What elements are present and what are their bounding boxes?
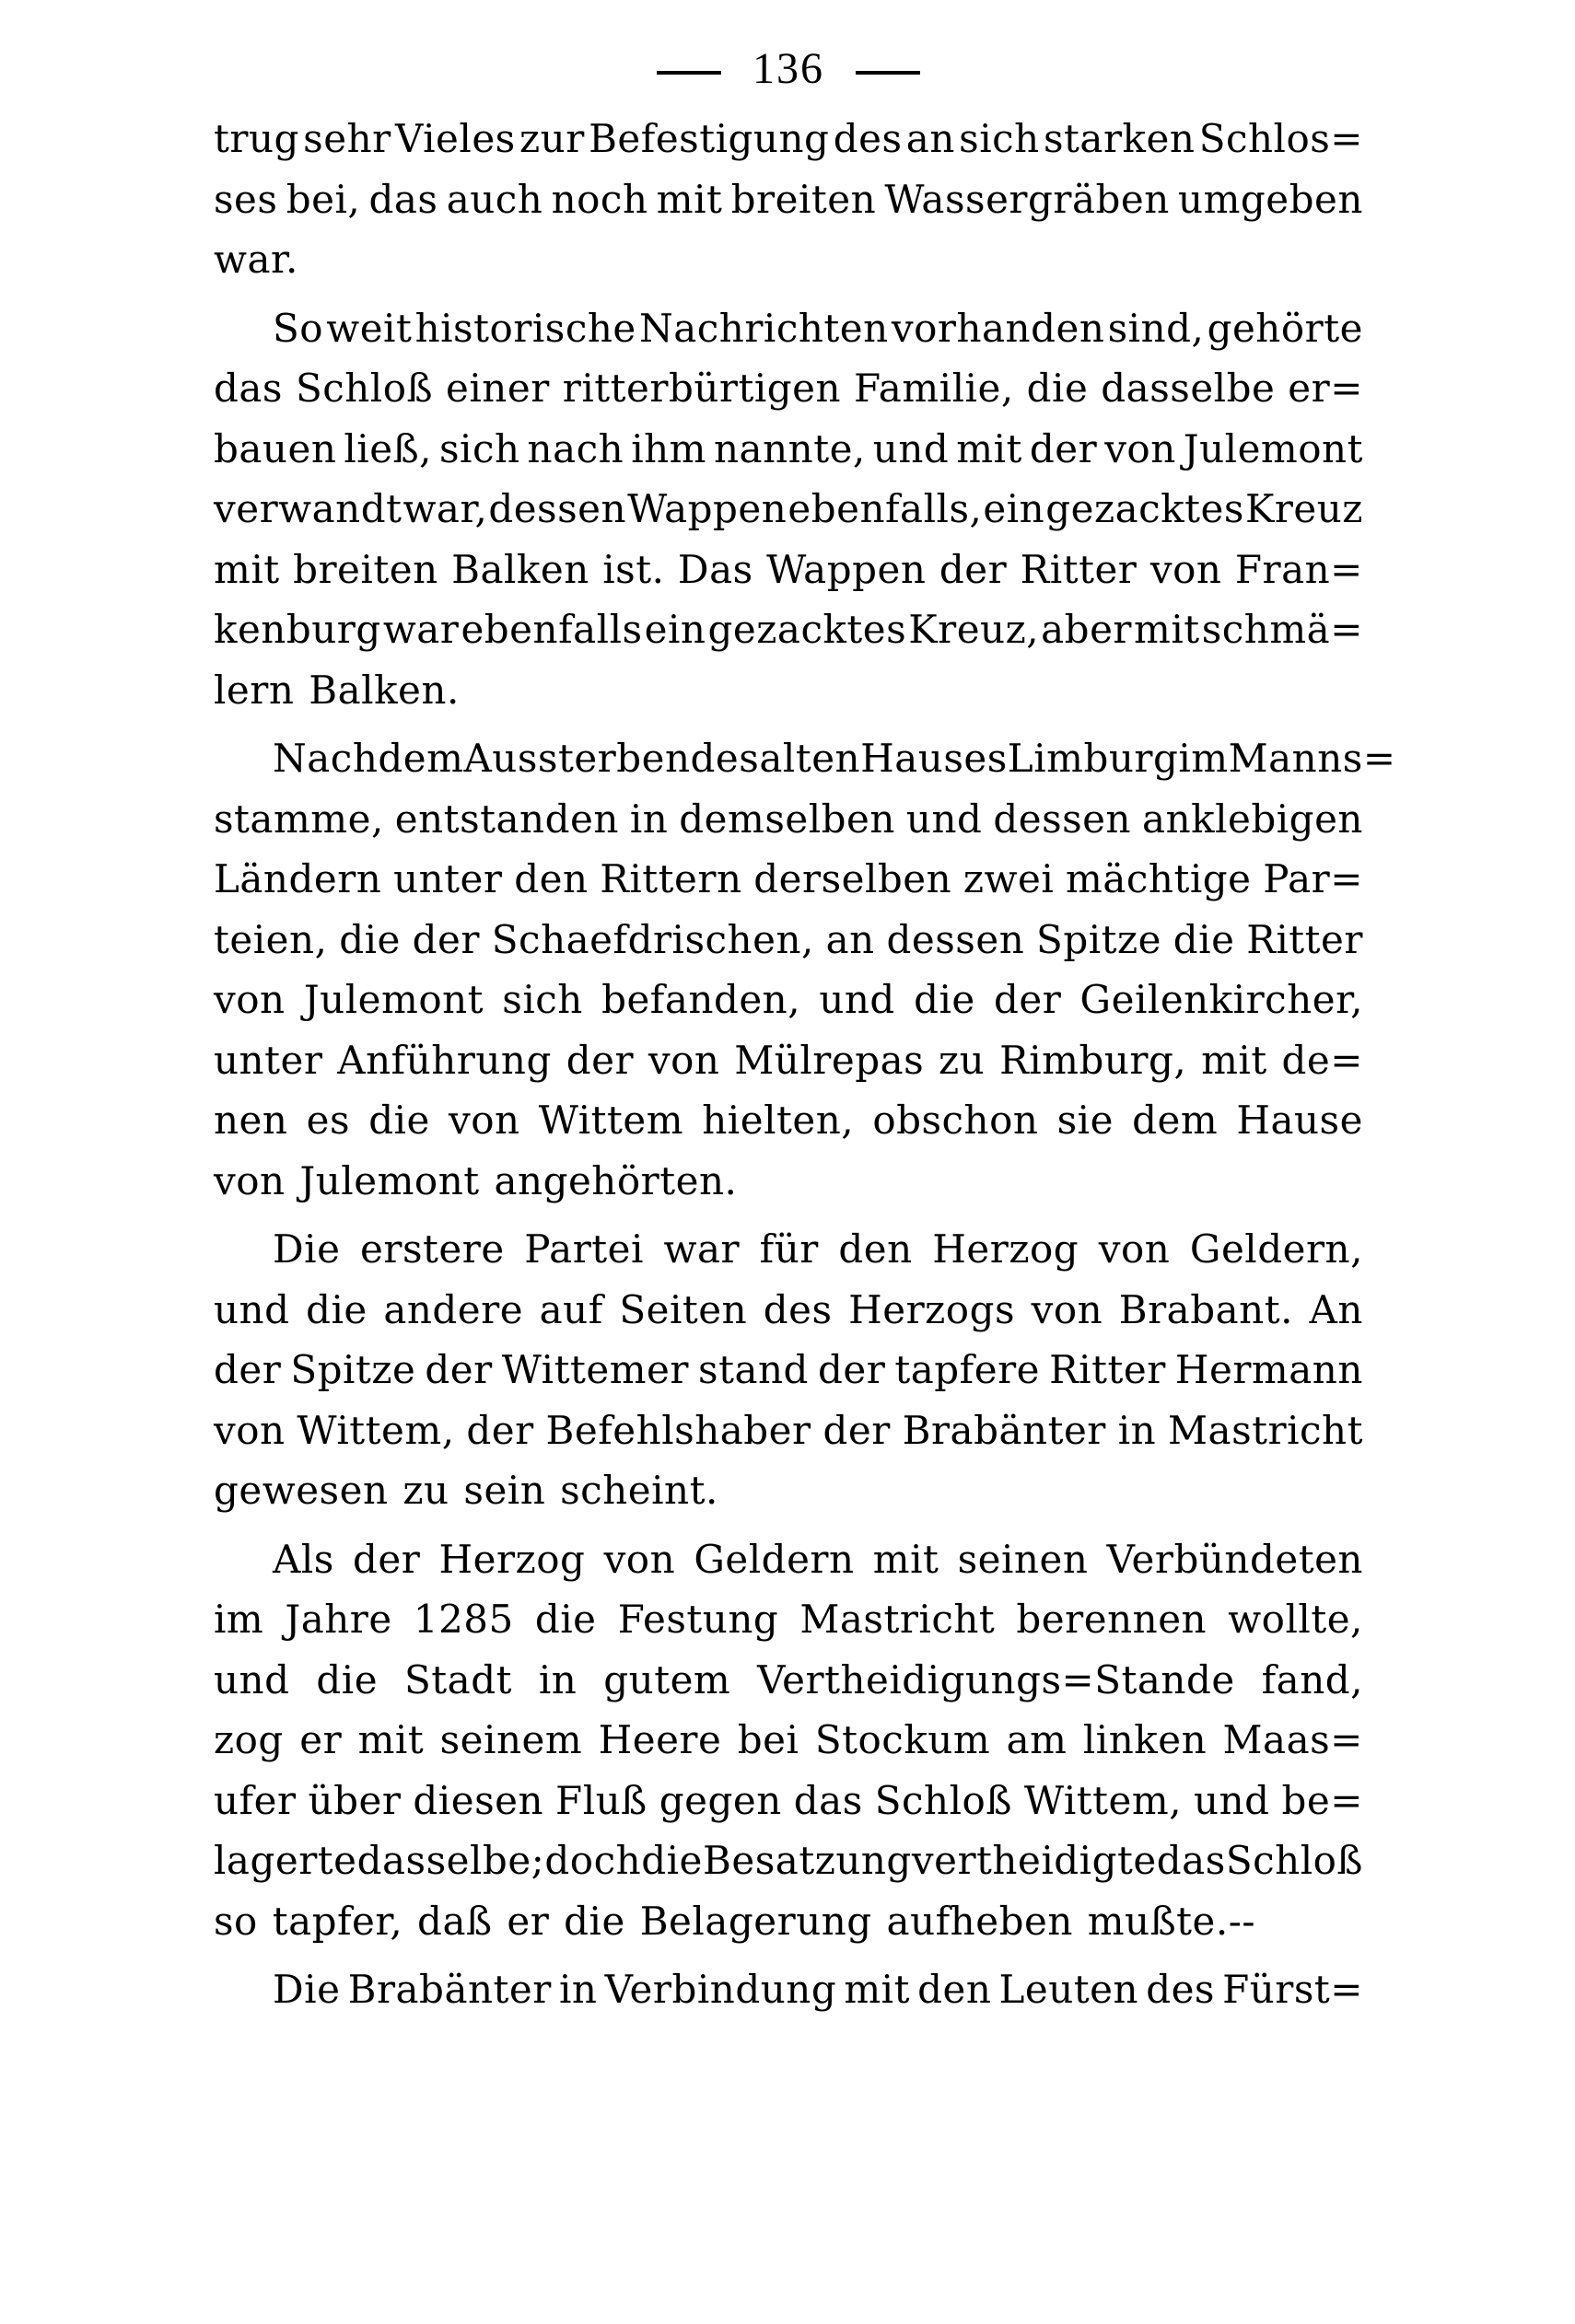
text-line: Die erstere Partei war für den Herzog von Geldern, xyxy=(273,1226,1363,1272)
text-line: So weit historische Nachrichten vorhanden sind, gehörte xyxy=(273,305,1363,351)
text-line: und die Stadt in gutem Vertheidigungs=Stande fand, xyxy=(214,1656,1363,1702)
text-line: und die andere auf Seiten des Herzogs von Brabant. An xyxy=(214,1286,1363,1332)
page-header xyxy=(214,37,1363,101)
text-line: Als der Herzog von Geldern mit seinen Verbündeten xyxy=(273,1536,1363,1582)
text-line: von Julemont sich befanden, und die der Geilenkircher, xyxy=(214,977,1363,1022)
book-page xyxy=(214,37,1396,2028)
page-number-dash-right xyxy=(856,71,920,75)
text-line: nen es die von Wittem hielten, obschon sie dem Hause xyxy=(214,1098,1363,1143)
text-line: von Wittem, der Befehlshaber der Brabänter in Mastricht xyxy=(214,1407,1363,1453)
text-line: das Schloß einer ritterbürtigen Familie, die dasselbe er= xyxy=(214,366,1363,411)
text-line: verwandt war, dessen Wappen ebenfalls, ein gezacktes Kreuz xyxy=(214,486,1363,531)
paragraph xyxy=(214,109,1363,290)
paragraph xyxy=(214,728,1396,1211)
text-line: im Jahre 1285 die Festung Mastricht berennen wollte, xyxy=(214,1597,1363,1642)
paragraph xyxy=(214,1959,1363,2020)
text-line: ufer über diesen Fluß gegen das Schloß Wittem, und be= xyxy=(214,1777,1363,1823)
text-line: lagerte dasselbe; doch die Besatzung vertheidigte das Schloß xyxy=(214,1838,1363,1883)
text-line: so tapfer, daß er die Belagerung aufheben mußte.-- xyxy=(214,1898,1256,1944)
text-line: unter Anführung der von Mülrepas zu Rimburg, mit de= xyxy=(214,1037,1363,1083)
paragraph xyxy=(214,298,1363,721)
text-line: Die Brabänter in Verbindung mit den Leuten des Fürst= xyxy=(273,1967,1363,2012)
text-line: Nach dem Aussterben des alten Hauses Limburg im Manns= xyxy=(273,736,1396,781)
text-line: trug sehr Vieles zur Befestigung des an sich starken Schlos= xyxy=(214,116,1363,161)
text-line: stamme, entstanden in demselben und dessen anklebigen xyxy=(214,796,1363,842)
text-line: bauen ließ, sich nach ihm nannte, und mit der von Julemont xyxy=(214,425,1363,471)
paragraph xyxy=(214,1529,1363,1952)
body-text xyxy=(214,109,1396,2020)
page-number: 136 xyxy=(752,44,824,93)
text-line: lern Balken. xyxy=(214,667,460,713)
page-number-dash-left xyxy=(657,71,721,75)
text-line: mit breiten Balken ist. Das Wappen der Ritter von Fran= xyxy=(214,546,1363,592)
text-line: kenburg war ebenfalls ein gezacktes Kreuz, aber mit schmä= xyxy=(214,607,1363,652)
text-line: der Spitze der Wittemer stand der tapfere Ritter Hermann xyxy=(214,1347,1363,1392)
text-line: war. xyxy=(214,237,298,282)
text-line: gewesen zu sein scheint. xyxy=(214,1468,718,1513)
text-line: zog er mit seinem Heere bei Stockum am linken Maas= xyxy=(214,1717,1363,1762)
text-line: von Julemont angehörten. xyxy=(214,1157,738,1203)
text-line: Ländern unter den Rittern derselben zwei mächtige Par= xyxy=(214,856,1363,901)
text-line: teien, die der Schaefdrischen, an dessen Spitze die Ritter xyxy=(214,916,1363,962)
paragraph xyxy=(214,1219,1363,1521)
text-line: ses bei, das auch noch mit breiten Wassergräben umgeben xyxy=(214,176,1363,222)
